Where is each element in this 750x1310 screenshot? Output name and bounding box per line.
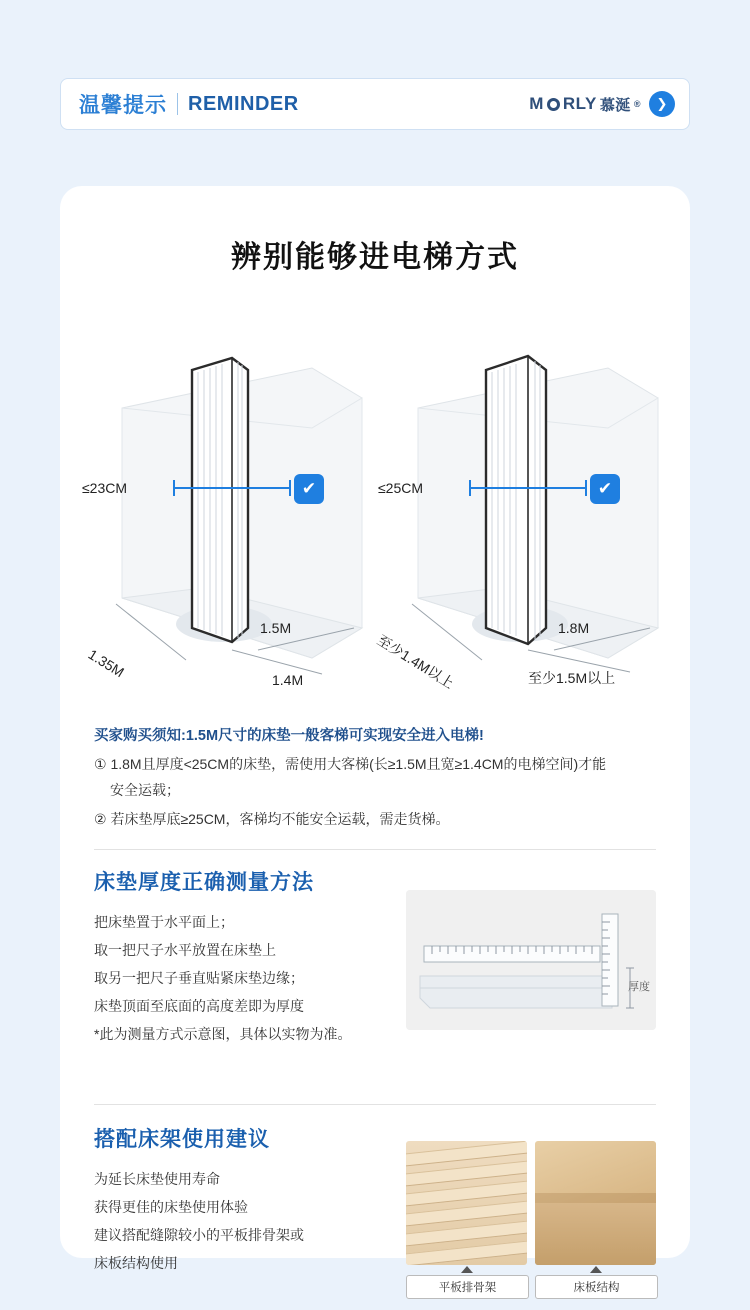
notes-item-1: ① 1.8M且厚度<25CM的床垫，需使用大客梯(长≥1.5M且宽≥1.4CM的电梯空间)才能: [94, 756, 607, 772]
diagram2-width-left-label: 至少1.4M以上: [374, 631, 457, 692]
diagram-elevator-1: [82, 298, 382, 718]
diagram2-depth-label: 至少1.5M以上: [528, 670, 616, 686]
purchase-notes: [94, 724, 656, 831]
diagram-elevator-2: [374, 298, 678, 718]
page-title: 辨别能够进电梯方式: [231, 241, 519, 274]
section-bedframe: [94, 1123, 656, 1295]
measure-line-1: 把床垫置于水平面上；: [94, 914, 234, 931]
section-measure: [94, 866, 656, 1048]
chevron-right-icon[interactable]: ❯: [649, 91, 675, 117]
thickness-label: 厚度: [628, 981, 650, 994]
diagram1-width-right-label: 1.5M: [260, 620, 292, 636]
header-left: [79, 89, 299, 119]
diagram2-thickness-label: ≤25CM: [378, 480, 424, 496]
measure-line-4: 床垫顶面至底面的高度差即为厚度: [94, 998, 304, 1015]
measure-illustration: [406, 890, 656, 1030]
header-cn-title: 温馨提示: [79, 94, 167, 117]
measure-line-2: 取一把尺子水平放置在床垫上: [94, 942, 276, 959]
measure-line-3: 取另一把尺子垂直贴紧床垫边缘；: [94, 970, 304, 987]
diagram1-depth-label: 1.4M: [272, 672, 304, 688]
elevator-illustration-1: [82, 298, 382, 718]
section-bedframe-title: 搭配床架使用建议: [94, 1128, 270, 1152]
brand-letters-rly: RLY: [562, 94, 597, 113]
diagram1-check-icon: ✔: [294, 474, 324, 504]
measure-diagram-svg: [406, 890, 656, 1030]
photo-captions: [406, 1275, 656, 1299]
divider-2: [94, 1104, 656, 1105]
notes-item-2: ② 若床垫厚底≥25CM，客梯均不能安全运载，需走货梯。: [94, 811, 450, 828]
bedframe-line-2: 获得更佳的床垫使用体验: [94, 1199, 248, 1216]
diagram1-width-left-label: 1.35M: [85, 646, 128, 681]
caption-wrap-2: [535, 1275, 656, 1299]
photo-board-structure: [535, 1141, 656, 1265]
bedframe-line-3: 建议搭配缝隙较小的平板排骨架或: [94, 1227, 304, 1244]
notes-lead: 买家购买须知:1.5M尺寸的床垫一般客梯可实现安全进入电梯!: [94, 728, 484, 744]
caption-slat-frame: 平板排骨架: [406, 1275, 529, 1299]
notes-item-1-cont: 安全运载；: [110, 781, 180, 798]
caption-wrap-1: [406, 1275, 527, 1299]
header-divider: [177, 93, 178, 115]
brand-logo: [529, 94, 641, 115]
elevator-diagrams: [60, 298, 690, 718]
diagram1-thickness-label: ≤23CM: [82, 480, 128, 496]
bedframe-line-4: 床板结构使用: [94, 1255, 178, 1272]
header-right: [529, 91, 675, 117]
caret-up-icon-2: [590, 1266, 602, 1273]
diagram2-check-icon: ✔: [590, 474, 620, 504]
header-en-title: REMINDER: [188, 92, 299, 115]
bedframe-photos: [406, 1141, 656, 1299]
diagram2-width-right-label: 1.8M: [558, 620, 590, 636]
reminder-header: [60, 78, 690, 130]
section-measure-title: 床垫厚度正确测量方法: [94, 871, 314, 895]
bedframe-line-1: 为延长床垫使用寿命: [94, 1171, 220, 1188]
photo-row: [406, 1141, 656, 1265]
content-card: [60, 186, 690, 1295]
brand-circle-icon: [547, 98, 560, 111]
brand-letter-m: M: [529, 94, 544, 113]
caption-board-structure: 床板结构: [535, 1275, 658, 1299]
brand-registered-mark: ®: [633, 99, 641, 109]
caret-up-icon-1: [461, 1266, 473, 1273]
divider-1: [94, 849, 656, 850]
photo-slat-frame: [406, 1141, 527, 1265]
brand-cn-name: 慕涎: [599, 96, 631, 114]
measure-line-5: *此为测量方式示意图，具体以实物为准。: [94, 1026, 352, 1043]
